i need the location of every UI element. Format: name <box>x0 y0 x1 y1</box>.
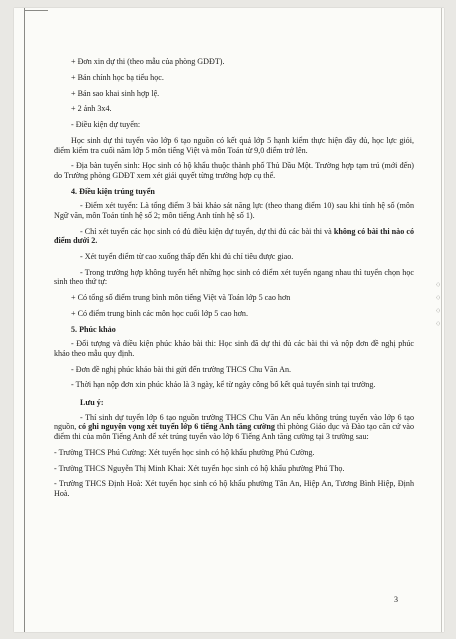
paragraph: - Xét tuyển điểm từ cao xuống thấp đến khi đủ chỉ tiêu được giao. <box>80 252 294 261</box>
paragraph: - Thời hạn nộp đơn xin phúc khảo là 3 ngày, kể từ ngày công bố kết quả tuyển sinh tại trường. <box>71 380 376 390</box>
paragraph: - Điểm xét tuyển: Là tổng điểm 3 bài khảo sát năng lực (theo thang điểm 10) sau khi tính hệ số (môn Ngữ văn, môn Toán tính hệ số 2; môn tiếng Anh tính hệ số 1). <box>54 201 414 220</box>
list-item: + Có điểm trung bình các môn học cuối lớp 5 cao hơn. <box>71 308 248 318</box>
paragraph: - Đối tượng và điều kiện phúc khảo bài thi: Học sinh đã dự thi đủ các bài thi và nộp đơn đề nghị phúc khảo theo mẫu quy định. <box>54 339 414 358</box>
list-item: - Trường THCS Định Hoà: Xét tuyển học sinh có hộ khẩu phường Tân An, Hiệp An, Tương Bình Hiệp, Định Hoà. <box>54 479 414 498</box>
scan-frame-top <box>24 10 48 11</box>
section-heading: 4. Điều kiện trúng tuyển <box>71 186 155 196</box>
document-body <box>54 57 414 505</box>
paragraph <box>54 227 414 246</box>
note-heading: Lưu ý: <box>80 398 104 408</box>
paragraph-text: - Thí sinh dự tuyển lớp 6 tạo nguồn trường THCS Chu Văn An nếu không trúng tuyển vào lớp 6 tạo nguồn, <box>54 412 414 432</box>
document-page <box>14 8 444 632</box>
paragraph: Học sinh dự thi tuyển vào lớp 6 tạo nguồn có kết quả lớp 5 hạnh kiểm thực hiện đầy đủ, học lực giỏi, điểm kiểm tra cuối năm lớp 5 môn tiếng Việt và môn Toán từ 9,0 điểm trở lên. <box>54 135 414 155</box>
list-item: - Trường THCS Nguyễn Thị Minh Khai: Xét tuyển học sinh có hộ khẩu phường Phú Thọ. <box>54 463 345 473</box>
page-number: 3 <box>394 595 398 604</box>
list-item: - Trường THCS Phú Cường: Xét tuyển học sinh có hộ khẩu phường Phú Cường. <box>54 447 315 457</box>
scan-frame-left <box>24 8 25 632</box>
list-item: + Đơn xin dự thi (theo mẫu của phòng GDĐT). <box>71 57 225 66</box>
paragraph <box>54 413 414 442</box>
paragraph: - Địa bàn tuyển sinh: Học sinh có hộ khẩu thuộc thành phố Thủ Dầu Một. Trường hợp tạm trú (mới đến) do Trường phòng GDĐT xem xét giải quyết từng trường hợp cụ thể. <box>54 161 414 180</box>
paragraph: - Đơn đề nghị phúc khảo bài thi gửi đến trường THCS Chu Văn An. <box>71 364 292 374</box>
paragraph-text: - Chỉ xét tuyển các học sinh có đủ điều kiện dự tuyển, dự thi đủ các bài thi và <box>80 226 334 236</box>
list-item: + Bản sao khai sinh hợp lệ. <box>71 88 160 98</box>
scan-edge-marks: ◌ ◌ ◌ ◌ <box>436 281 440 327</box>
paragraph-heading: - Điều kiện dự tuyển: <box>71 120 141 130</box>
scan-frame-right <box>441 8 442 632</box>
list-item: + Bản chính học bạ tiểu học. <box>71 72 164 82</box>
paragraph: - Trong trường hợp không tuyển hết những học sinh có điểm xét tuyển ngang nhau thì tuyển chọn học sinh theo thứ tự: <box>54 267 414 287</box>
paragraph-text: thì phòng Giáo dục và Đào tạo căn cứ vào điểm thi của môn Tiếng Anh để xét trúng tuyển vào lớp 6 Tiếng Anh tăng cường tại 3 trường sau: <box>54 422 415 442</box>
bold-text: có ghi nguyện vọng xét tuyển lớp 6 tiếng Anh tăng cường <box>78 422 275 432</box>
bold-text: không có bài thi nào có điểm dưới 2. <box>54 226 414 246</box>
section-heading: 5. Phúc khảo <box>71 324 116 334</box>
list-item: + 2 ảnh 3x4. <box>71 104 112 114</box>
list-item: + Có tổng số điểm trung bình môn tiếng Việt và Toán lớp 5 cao hơn <box>71 293 291 303</box>
